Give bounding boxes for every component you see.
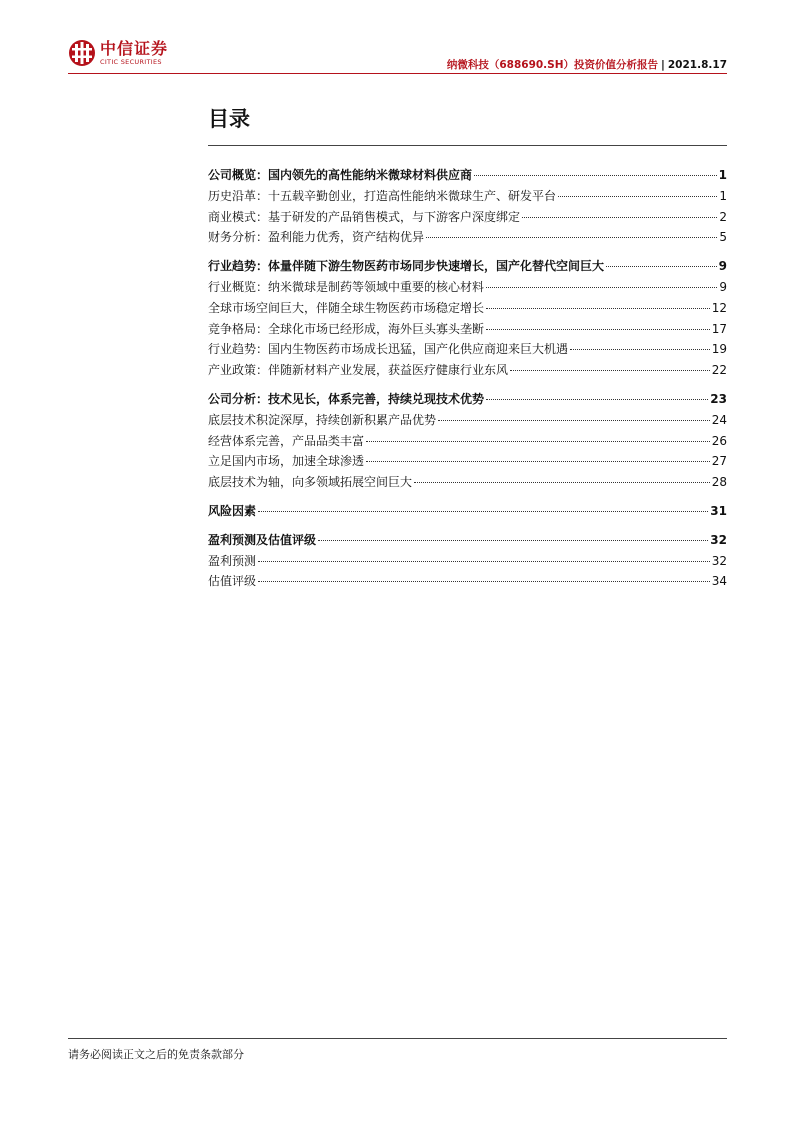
toc-dot-leader [486,399,708,400]
toc-section-entry[interactable] [208,571,727,592]
toc-page-number: 27 [711,454,727,469]
toc-section-entry[interactable] [208,431,727,452]
toc-dot-leader [258,581,710,582]
report-date: 2021.8.17 [667,59,727,71]
table-of-contents [208,165,727,600]
toc-chapter-entry[interactable] [208,165,727,186]
toc-dot-leader [474,175,717,176]
toc-page-number: 22 [711,363,727,378]
toc-entry-title: 经营体系完善，产品品类丰富 [208,433,365,448]
toc-entry-title: 公司分析：技术见长，体系完善，持续兑现技术优势 [208,391,485,406]
toc-chapter-entry[interactable] [208,389,727,410]
toc-page-number: 26 [711,433,727,448]
toc-dot-leader [510,370,710,371]
toc-entry-title: 盈利预测 [208,553,257,568]
toc-dot-leader [258,511,708,512]
toc-page-number: 2 [719,209,727,224]
toc-entry-title: 立足国内市场，加速全球渗透 [208,454,365,469]
logo-chinese-name: 中信证券 [100,39,169,58]
toc-heading: 目录 [208,107,250,131]
toc-dot-leader [486,329,710,330]
toc-chapter-entry[interactable] [208,501,727,522]
toc-heading-divider [208,145,727,146]
toc-dot-leader [366,441,710,442]
toc-entry-title: 估值评级 [208,574,257,589]
toc-group [208,389,727,493]
toc-page-number: 24 [711,412,727,427]
toc-entry-title: 底层技术积淀深厚，持续创新积累产品优势 [208,412,437,427]
header-separator: | [661,59,665,71]
toc-section-entry[interactable] [208,227,727,248]
toc-section-entry[interactable] [208,319,727,340]
toc-page-number: 17 [711,321,727,336]
toc-dot-leader [426,237,717,238]
toc-group [208,165,727,248]
toc-entry-title: 全球市场空间巨大，伴随全球生物医药市场稳定增长 [208,300,485,315]
toc-section-entry[interactable] [208,451,727,472]
toc-group [208,530,727,592]
toc-entry-title: 行业概览：纳米微球是制药等领域中重要的核心材料 [208,279,485,294]
toc-page-number: 34 [711,574,727,589]
toc-section-entry[interactable] [208,410,727,431]
header-info [447,57,727,72]
toc-group [208,256,727,381]
toc-dot-leader [570,349,710,350]
toc-page-number: 19 [711,342,727,357]
toc-entry-title: 行业趋势：体量伴随下游生物医药市场同步快速增长，国产化替代空间巨大 [208,259,605,274]
toc-section-entry[interactable] [208,551,727,572]
toc-dot-leader [486,287,717,288]
citic-logo-icon [68,39,96,67]
toc-page-number: 31 [710,503,727,518]
toc-entry-title: 行业趋势：国内生物医药市场成长迅猛，国产化供应商迎来巨大机遇 [208,342,569,357]
toc-dot-leader [318,540,708,541]
toc-section-entry[interactable] [208,186,727,207]
toc-entry-title: 产业政策：伴随新材料产业发展，获益医疗健康行业东风 [208,363,509,378]
toc-entry-title: 财务分析：盈利能力优秀，资产结构优异 [208,230,425,245]
toc-page-number: 23 [710,391,727,406]
toc-section-entry[interactable] [208,207,727,228]
toc-section-entry[interactable] [208,298,727,319]
toc-page-number: 9 [718,259,727,274]
toc-page-number: 1 [719,188,727,203]
toc-entry-title: 竞争格局：全球化市场已经形成，海外巨头寡头垄断 [208,321,485,336]
citic-logo [68,39,168,67]
toc-dot-leader [522,217,717,218]
toc-section-entry[interactable] [208,339,727,360]
toc-chapter-entry[interactable] [208,530,727,551]
toc-entry-title: 盈利预测及估值评级 [208,532,317,547]
toc-page-number: 1 [718,168,727,182]
toc-page-number: 32 [711,553,727,568]
toc-section-entry[interactable] [208,360,727,381]
toc-dot-leader [366,461,710,462]
toc-entry-title: 公司概览：国内领先的高性能纳米微球材料供应商 [208,168,473,182]
toc-dot-leader [486,308,710,309]
toc-section-entry[interactable] [208,277,727,298]
header-divider [68,73,727,74]
toc-entry-title: 风险因素 [208,503,257,518]
toc-section-entry[interactable] [208,472,727,493]
toc-entry-title: 历史沿革：十五载辛勤创业，打造高性能纳米微球生产、研发平台 [208,188,557,203]
toc-chapter-entry[interactable] [208,256,727,277]
toc-group [208,501,727,522]
footer-divider [68,1038,727,1039]
toc-entry-title: 底层技术为轴，向多领域拓展空间巨大 [208,475,413,490]
toc-entry-title: 商业模式：基于研发的产品销售模式，与下游客户深度绑定 [208,209,521,224]
toc-dot-leader [606,266,717,267]
disclaimer-note: 请务必阅读正文之后的免责条款部分 [68,1048,244,1061]
toc-dot-leader [258,561,710,562]
logo-english-name: CITIC SECURITIES [100,58,162,66]
toc-dot-leader [414,482,710,483]
toc-page-number: 12 [711,300,727,315]
toc-page-number: 28 [711,475,727,490]
toc-dot-leader [558,196,717,197]
toc-page-number: 5 [719,230,727,245]
report-title: 纳微科技（688690.SH）投资价值分析报告 [446,59,659,71]
toc-page-number: 32 [710,532,727,547]
toc-dot-leader [438,420,710,421]
toc-page-number: 9 [719,279,727,294]
